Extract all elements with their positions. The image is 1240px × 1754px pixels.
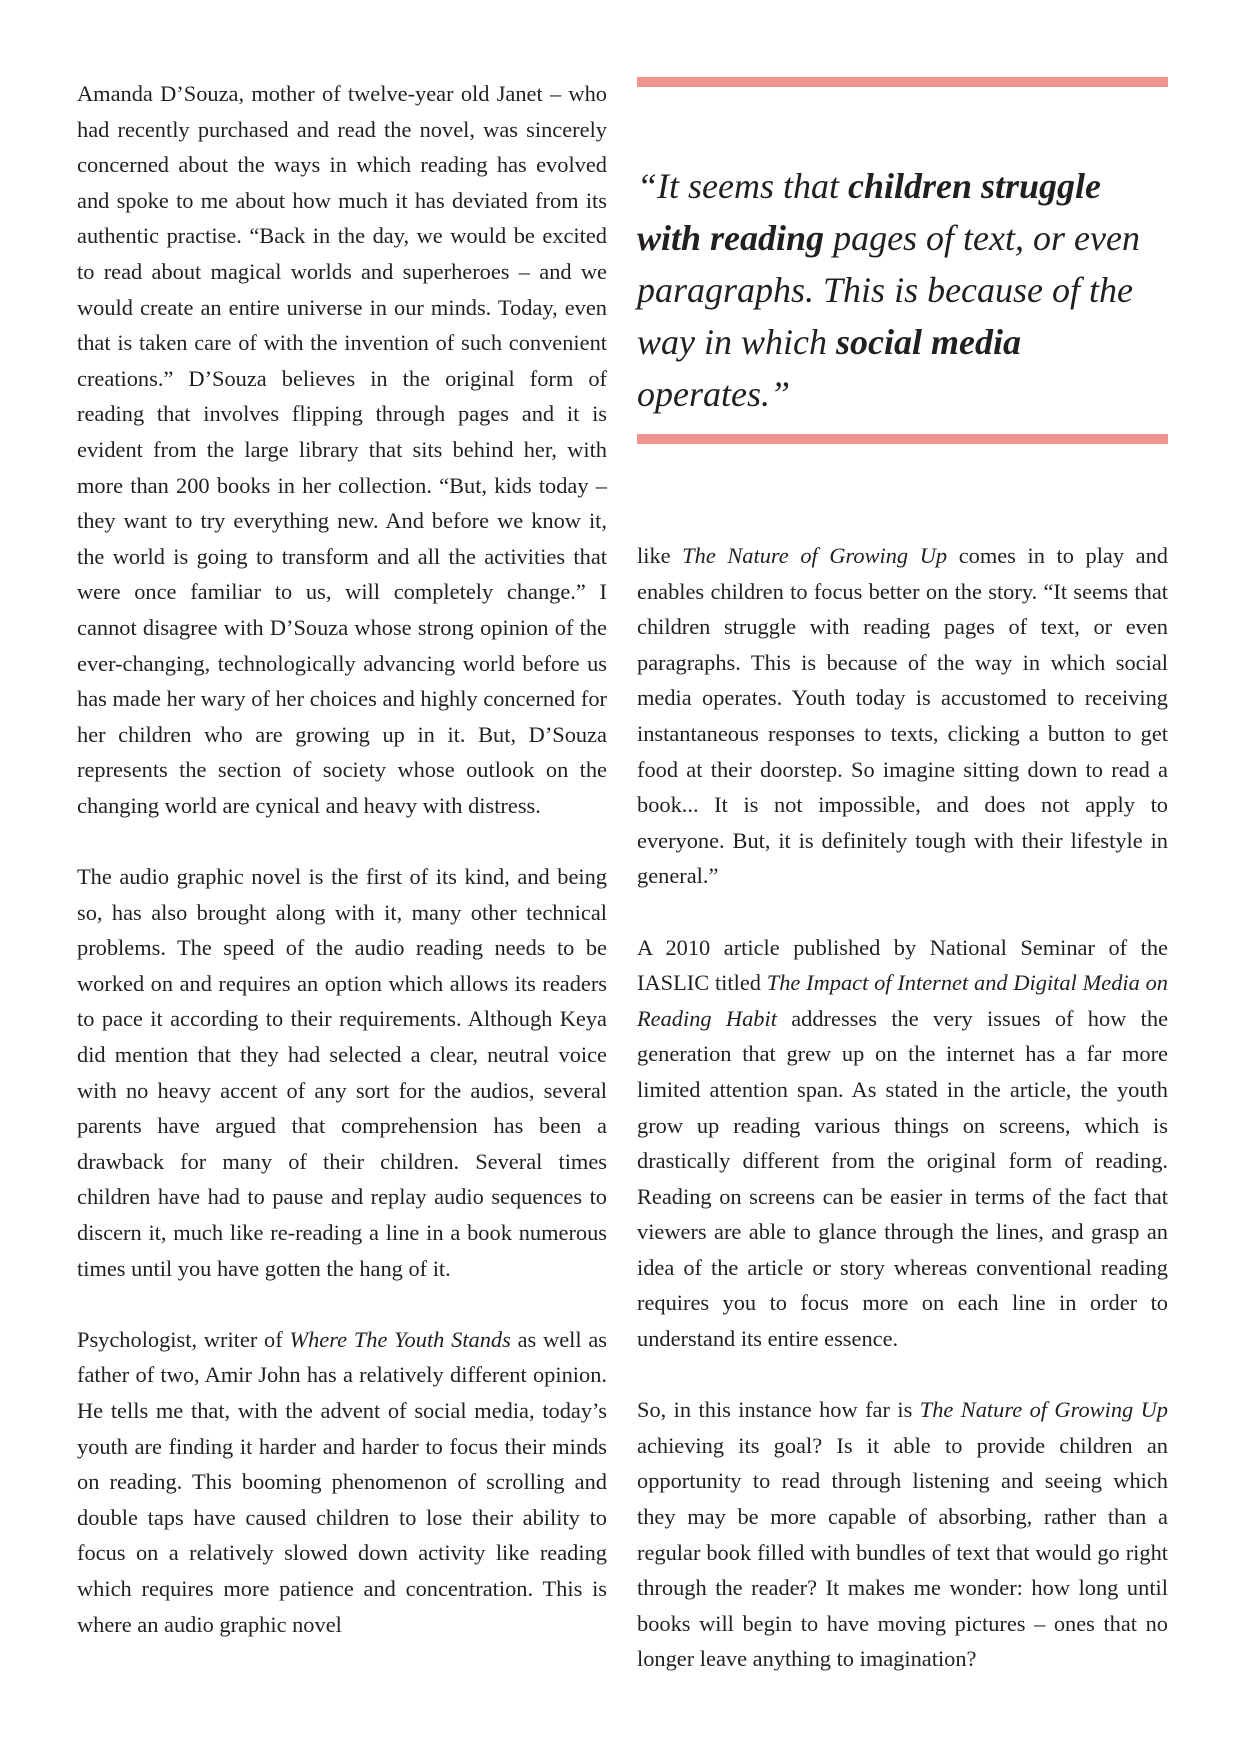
pull-quote-mid: pages of text, or even paragraphs. This is because of the way in which: [637, 218, 1140, 362]
right-p1-text-a: like: [637, 543, 683, 568]
right-p3-text-b: achieving its goal? Is it able to provide children an opportunity to read through listening and seeing which they may be more capable of absorbing, rather than a regular book filled with bundles of text that would go right through the reader? It makes me wonder: how long until books will begin to have moving pictures – ones that no longer leave anything to imagination?: [637, 1432, 1168, 1672]
pull-quote-top-bar: [637, 77, 1168, 87]
left-column: [77, 76, 607, 1642]
pull-quote-open: “It seems that: [637, 166, 848, 206]
right-p2-text-a: A 2010 article published by National Seminar of the IASLIC titled: [637, 934, 1168, 996]
article-title-impact-of-internet: The Impact of Internet and Digital Media on Reading Habit: [637, 970, 1168, 1031]
left-paragraph-3: [77, 1322, 607, 1642]
book-title-where-the-youth-stands: Where The Youth Stands: [289, 1326, 511, 1352]
pull-quote-close: operates.”: [637, 374, 790, 414]
left-p3-text-b: as well as father of two, Amir John has a relatively different opinion. He tells me that, with the advent of social media, today’s youth are finding it harder and harder to focus their minds on reading. This booming phenomenon of scrolling and double taps have caused children to lose their ability to focus on a relatively slowed down activity like reading which requires more patience and concentration. This is where an audio graphic novel: [77, 1326, 607, 1637]
right-p3-text-a: So, in this instance how far is: [637, 1397, 920, 1423]
book-title-nature-of-growing-up: The Nature of Growing Up: [682, 543, 948, 568]
left-p3-text-a: Psychologist, writer of: [77, 1326, 290, 1352]
left-paragraph-2: The audio graphic novel is the first of its kind, and being so, has also brought along with it, many other technical problems. The speed of the audio reading needs to be worked on and requires an option which allows its readers to pace it according to their requirements. Although Keya did mention that they had selected a clear, neutral voice with no heavy accent of any sort for the audios, several parents have argued that comprehension has been a drawback for many of their children. Several times children have had to pause and replay audio sequences to discern it, much like re-reading a line in a book numerous times until you have gotten the hang of it.: [77, 864, 607, 1281]
pull-quote-bold-1: children struggle with reading: [637, 166, 1102, 258]
pull-quote-bold-2: social media: [835, 322, 1021, 362]
book-title-nature-of-growing-up-2: The Nature of Growing Up: [919, 1397, 1169, 1423]
right-p1-text-b: comes in to play and enables children to focus better on the story. “It seems that children struggle with reading pages of text, or even paragraphs. This is because of the way in which social media operates. Youth today is accustomed to receiving instantaneous responses to texts, clicking a button to get food at their doorstep. So imagine sitting down to read a book... It is not impossible, and does not apply to everyone. But, it is definitely tough with their lifestyle in general.”: [637, 543, 1168, 889]
right-p2-text-b: addresses the very issues of how the generation that grew up on the internet has a far more limited attention span. As stated in the article, the youth grow up reading various things on screens, which is drastically different from the original form of reading. Reading on screens can be easier in terms of the fact that viewers are able to glance through the lines, and grasp an idea of the article or story whereas conventional reading requires you to focus more on each line in order to understand its entire essence.: [637, 1005, 1169, 1352]
right-paragraph-1: [637, 538, 1168, 894]
right-paragraph-2: [637, 930, 1168, 1357]
pull-quote: [637, 160, 1168, 420]
pull-quote-bottom-bar: [637, 434, 1168, 444]
right-paragraph-3: [637, 1392, 1168, 1677]
right-column: [637, 538, 1168, 1677]
left-paragraph-1: Amanda D’Souza, mother of twelve-year old Janet – who had recently purchased and read the novel, was sincerely concerned about the ways in which reading has evolved and spoke to me about how much it has deviated from its authentic practise. “Back in the day, we would be excited to read about magical worlds and superheroes – and we would create an entire universe in our minds. Today, even that is taken care of with the invention of such convenient creations.” D’Souza believes in the original form of reading that involves flipping through pages and it is evident from the large library that sits behind her, with more than 200 books in her collection. “But, kids today – they want to try everything new. And before we know it, the world is going to transform and all the activities that were once familiar to us, will completely change.” I cannot disagree with D’Souza whose strong opinion of the ever-changing, technologically advancing world before us has made her wary of her choices and highly concerned for her children who are growing up in it. But, D’Souza represents the section of society whose outlook on the changing world are cynical and heavy with distress.: [77, 81, 607, 818]
